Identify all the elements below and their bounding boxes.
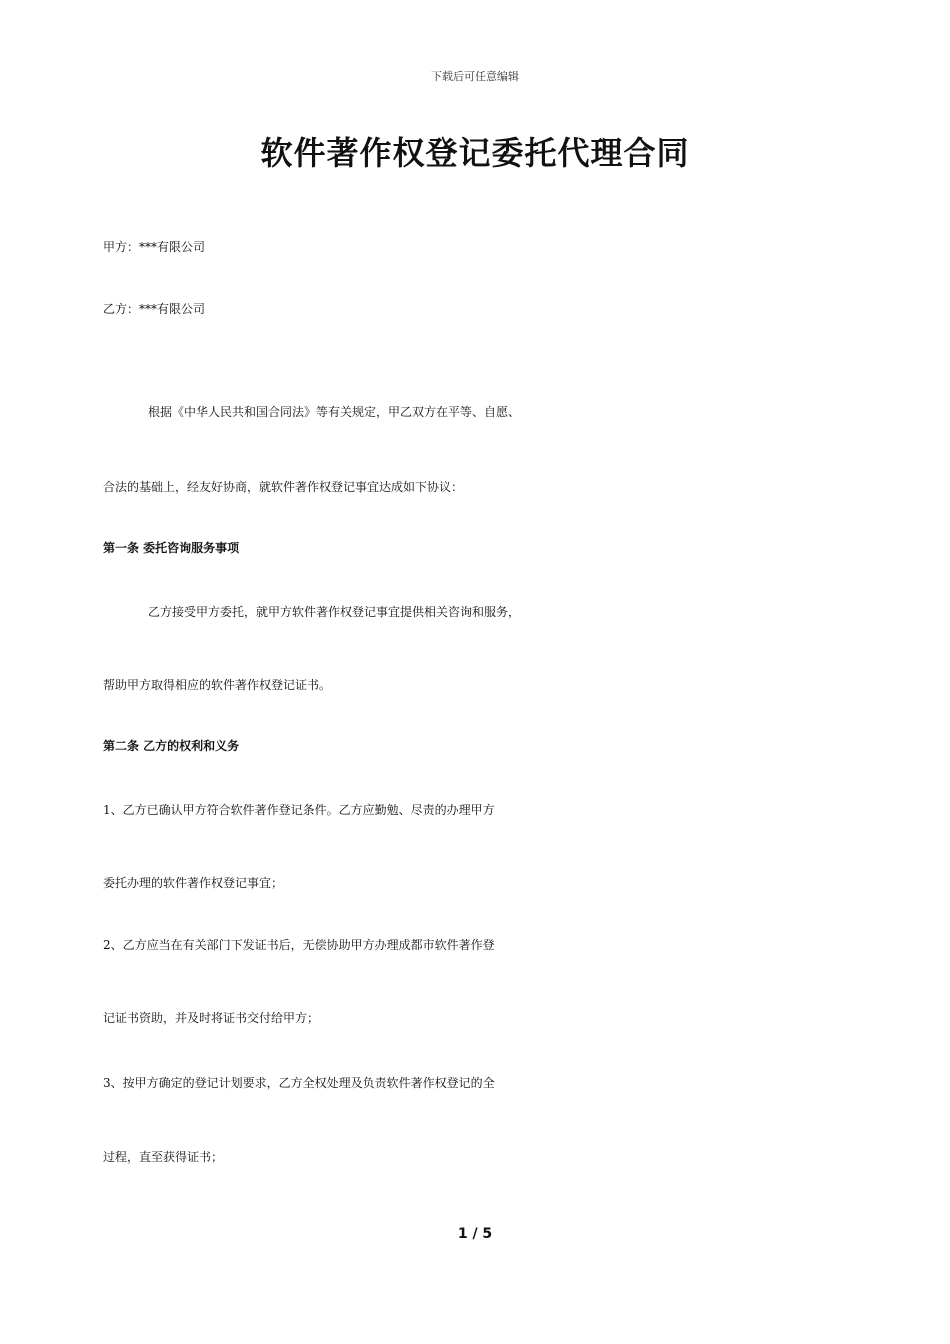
article-2-item-2-line-2: 记证书资助，并及时将证书交付给甲方；: [103, 1011, 320, 1025]
article-2-item-2-line-1: 2、乙方应当在有关部门下发证书后，无偿协助甲方办理成都市软件著作登: [103, 938, 495, 952]
article-2-item-1-line-1: 1、乙方已确认甲方符合软件著作登记条件。乙方应勤勉、尽责的办理甲方: [103, 803, 495, 817]
preamble-line-2: 合法的基础上，经友好协商，就软件著作权登记事宜达成如下协议：: [103, 480, 464, 494]
party-b: 乙方：***有限公司: [103, 302, 206, 316]
article-2-item-3-line-2: 过程，直至获得证书；: [103, 1150, 224, 1164]
preamble-line-1: 根据《中华人民共和国合同法》等有关规定，甲乙双方在平等、自愿、: [148, 405, 521, 419]
article-1-line-2: 帮助甲方取得相应的软件著作权登记证书。: [103, 678, 332, 692]
article-1-heading: 第一条 委托咨询服务事项: [103, 541, 240, 555]
article-1-line-1: 乙方接受甲方委托，就甲方软件著作权登记事宜提供相关咨询和服务，: [148, 605, 521, 619]
article-2-heading: 第二条 乙方的权利和义务: [103, 739, 240, 753]
party-a: 甲方：***有限公司: [103, 240, 206, 254]
document-title: 软件著作权登记委托代理合同: [260, 134, 690, 172]
article-2-item-1-line-2: 委托办理的软件著作权登记事宜；: [103, 876, 284, 890]
article-2-item-3-line-1: 3、按甲方确定的登记计划要求，乙方全权处理及负责软件著作权登记的全: [103, 1076, 495, 1090]
header-note: 下载后可任意编辑: [431, 70, 519, 83]
page-indicator: 1 / 5: [457, 1226, 493, 1242]
